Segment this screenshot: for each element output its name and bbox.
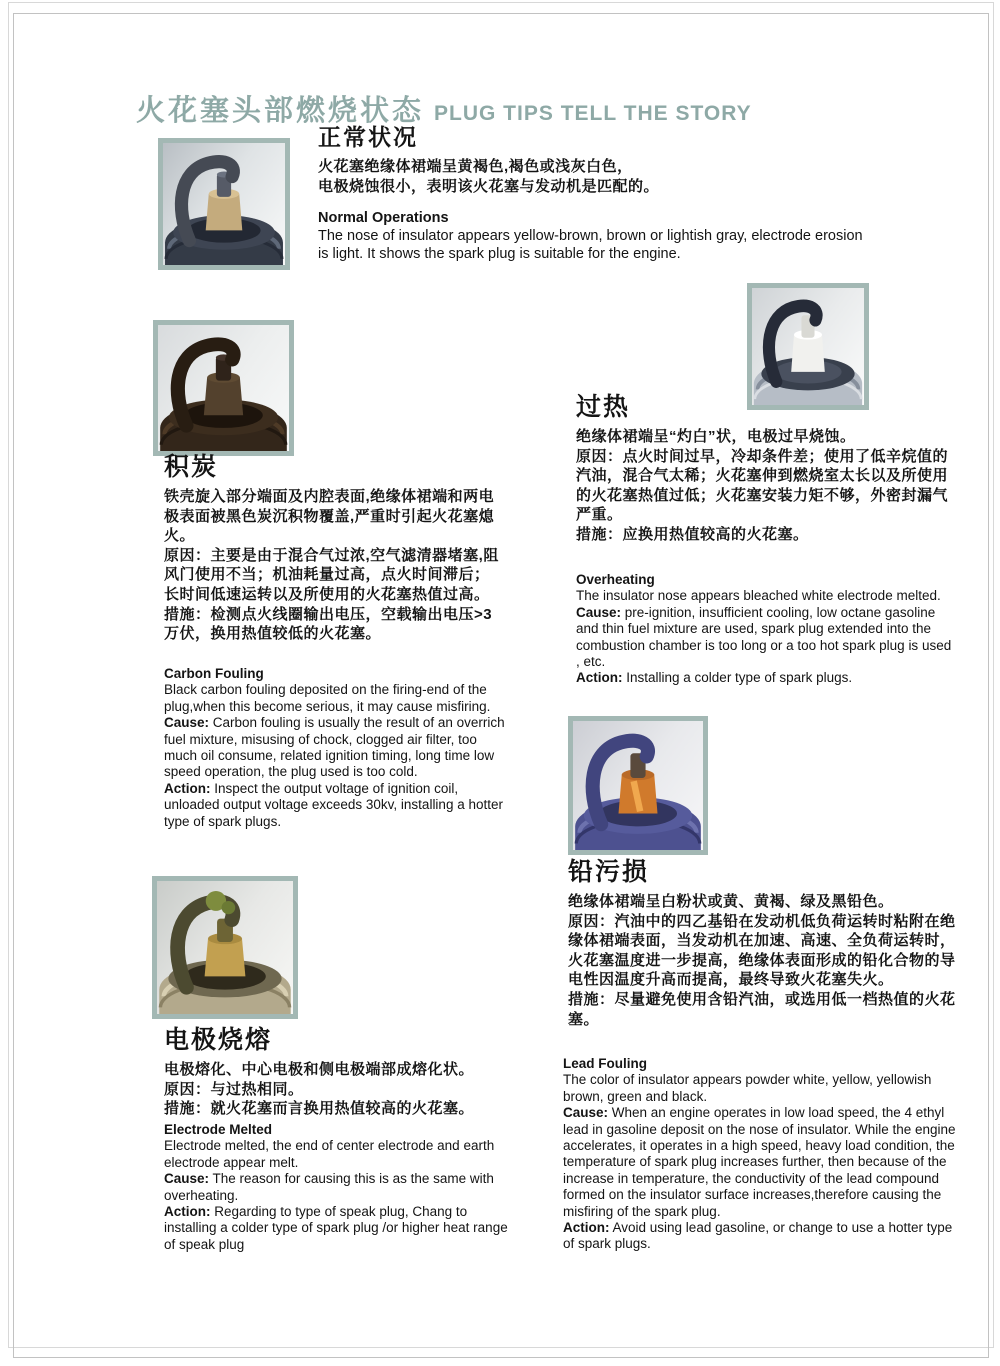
melted-en-cause <box>164 1171 510 1204</box>
action-label: Action: <box>576 670 623 686</box>
lead-heading-en: Lead Fouling <box>563 1056 647 1071</box>
overheating-en-text: The insulator nose appears bleached white electrode melted. <box>576 588 941 604</box>
page-title <box>136 88 896 129</box>
normal-body-zh <box>318 157 874 196</box>
lead-heading-zh: 铅污损 <box>568 858 650 886</box>
spacer <box>318 196 874 210</box>
normal-en-text: The nose of insulator appears yellow-brown, brown or lightish gray, electrode erosion is light. It shows the spark plug is suitable for the engine. <box>318 227 863 262</box>
melted-body-zh <box>164 1060 512 1119</box>
page-title-zh: 火花塞头部燃烧状态 <box>136 95 425 127</box>
page-title-en: PLUG TIPS TELL THE STORY <box>434 102 752 125</box>
overheated-spark-plug-image <box>752 288 864 405</box>
lead-en-text: The color of insulator appears powder white, yellow, yellowish brown, green and black. <box>563 1072 932 1104</box>
section-melted-en <box>164 1122 510 1253</box>
melted-heading-zh: 电极烧熔 <box>164 1026 273 1054</box>
cause-text: The reason for causing this is as the same with overheating. <box>164 1171 494 1203</box>
normal-heading-en: Normal Operations <box>318 210 449 227</box>
carbon-en-text: Black carbon fouling deposited on the firing-end of the plug,when this become serious, it may cause misfiring. <box>164 682 491 714</box>
normal-heading-zh: 正常状况 <box>318 124 418 150</box>
spark-plug-illustration <box>163 143 285 265</box>
melted-electrode-spark-plug-photo <box>152 876 298 1019</box>
lead-zh-paragraph: 原因：汽油中的四乙基铅在发动机低负荷运转时粘附在绝缘体裙端表面，当发动机在加速、高速、全负荷运转时，火花塞温度进一步提高，绝缘体表面形成的铅化合物的导电性因温度升高而提高，最终导致火花塞失火。 <box>568 912 956 989</box>
section-normal <box>318 124 874 263</box>
carbon-body-en <box>164 682 508 830</box>
overheating-zh-paragraph: 绝缘体裙端呈“灼白”状，电极过早烧蚀。 <box>576 428 856 445</box>
section-overheating-zh <box>576 393 950 545</box>
action-text: Avoid using lead gasoline, or change to use a hotter type of spark plugs. <box>563 1220 953 1252</box>
melted-electrode-spark-plug-image <box>157 881 293 1014</box>
melted-zh-paragraph: 措施：就火花塞而言换用热值较高的火花塞。 <box>164 1100 475 1118</box>
spark-plug-illustration <box>752 288 864 405</box>
carbon-en-cause <box>164 715 508 781</box>
section-overheating-en <box>576 572 956 687</box>
cause-text: Carbon fouling is usually the result of an overrich fuel mixture, misusing of chock, clogged air filter, too much oil consume, related ignition timing, long time low speed operation, the plug used is too cold. <box>164 715 505 780</box>
section-lead-zh <box>568 858 962 1029</box>
overheating-heading-zh: 过热 <box>576 393 631 421</box>
overheating-body-en <box>576 588 956 686</box>
cause-label: Cause: <box>164 1171 210 1187</box>
carbon-zh-paragraph: 原因：主要是由于混合气过浓,空气滤清器堵塞,阻风门使用不当；机油耗量过高，点火时间滞后；长时间低速运转以及所使用的火花塞热值过高。措施：检测点火线圈输出电压，空载输出电压>3万伏，换用热值较低的火花塞。 <box>164 546 499 643</box>
overheating-body-zh <box>576 427 950 545</box>
lead-body-en <box>563 1072 967 1252</box>
lead-en-cause <box>563 1105 967 1220</box>
action-text: Regarding to type of speak plug, Chang to installing a colder type of spark plug /or higher heat range of speak plug <box>164 1204 508 1252</box>
spark-plug-illustration <box>573 721 703 850</box>
lead-zh-paragraph: 绝缘体裙端呈白粉状或黄、黄褐、绿及黑铅色。 <box>568 893 894 910</box>
normal-zh-line: 火花塞绝缘体裙端呈黄褐色,褐色或浅灰白色， <box>318 158 633 175</box>
carbon-fouling-spark-plug-photo <box>153 320 294 456</box>
overheating-zh-paragraph: 措施：应换用热值较高的火花塞。 <box>576 525 809 543</box>
carbon-heading-en: Carbon Fouling <box>164 666 264 681</box>
action-label: Action: <box>164 1204 211 1220</box>
normal-zh-line: 电极烧蚀很小，表明该火花塞与发动机是匹配的。 <box>318 177 660 195</box>
melted-en-text: Electrode melted, the end of center electrode and earth electrode appear melt. <box>164 1138 495 1170</box>
spark-plug-illustration <box>158 325 289 451</box>
carbon-en-action <box>164 781 508 830</box>
action-text: Installing a colder type of spark plugs. <box>622 670 853 686</box>
melted-zh-paragraph: 原因：与过热相同。 <box>164 1080 304 1098</box>
carbon-zh-paragraph: 铁壳旋入部分端面及内腔表面,绝缘体裙端和两电极表面被黑色炭沉积物覆盖,严重时引起火花塞熄火。 <box>164 488 495 545</box>
cause-text: pre-ignition, insufficient cooling, low octane gasoline and thin fuel mixture are used, spark plug extended into the combustion chamber is too long or a too hot spark plug is used , etc. <box>576 604 952 670</box>
section-lead-en <box>563 1056 967 1253</box>
action-text: Inspect the output voltage of ignition coil, unloaded output voltage exceeds 30kv, installing a hotter type of spark plugs. <box>164 780 503 829</box>
section-carbon-zh <box>164 453 500 644</box>
melted-body-en <box>164 1138 510 1253</box>
overheating-en-action <box>576 670 956 686</box>
cause-label: Cause: <box>563 1105 609 1121</box>
lead-zh-paragraph: 措施：尽量避免使用含铅汽油，或选用低一档热值的火花塞。 <box>568 990 956 1028</box>
action-label: Action: <box>164 780 211 796</box>
cause-text: When an engine operates in low load speed, the 4 ethyl lead in gasoline deposit on the nose of insulator. While the engine accelerates, it operates in a high speed, heavy load condition, the temperature of spark plug increases further, then because of the increase in temperature, the conductivity of the lead compound formed on the insulator surface increases,therefore causing the misfiring of the spark plug. <box>563 1105 956 1219</box>
normal-body-en <box>318 227 874 263</box>
section-carbon-en <box>164 666 508 830</box>
action-label: Action: <box>563 1220 610 1236</box>
overheating-zh-paragraph: 原因：点火时间过早，冷却条件差；使用了低辛烷值的汽油，混合气太稀；火花塞伸到燃烧室太长以及所使用的火花塞热值过低；火花塞安装力矩不够，外密封漏气严重。 <box>576 447 949 524</box>
normal-spark-plug-photo <box>158 138 290 270</box>
carbon-fouling-spark-plug-image <box>158 325 289 451</box>
cause-label: Cause: <box>576 604 622 620</box>
lead-fouling-spark-plug-photo <box>568 716 708 855</box>
overheating-heading-en: Overheating <box>576 572 655 587</box>
lead-fouling-spark-plug-image <box>573 721 703 850</box>
melted-heading-en: Electrode Melted <box>164 1122 273 1137</box>
lead-en-action <box>563 1220 967 1253</box>
melted-zh-paragraph: 电极熔化、中心电极和侧电极端部成熔化状。 <box>164 1061 475 1078</box>
spark-plug-illustration <box>157 881 293 1014</box>
melted-en-action <box>164 1204 510 1253</box>
section-melted-zh <box>164 1026 512 1119</box>
normal-spark-plug-image <box>163 143 285 265</box>
carbon-body-zh <box>164 487 500 644</box>
overheated-spark-plug-photo <box>747 283 869 410</box>
carbon-heading-zh: 积炭 <box>164 453 219 481</box>
cause-label: Cause: <box>164 715 210 731</box>
overheating-en-cause <box>576 605 956 671</box>
lead-body-zh <box>568 892 962 1029</box>
